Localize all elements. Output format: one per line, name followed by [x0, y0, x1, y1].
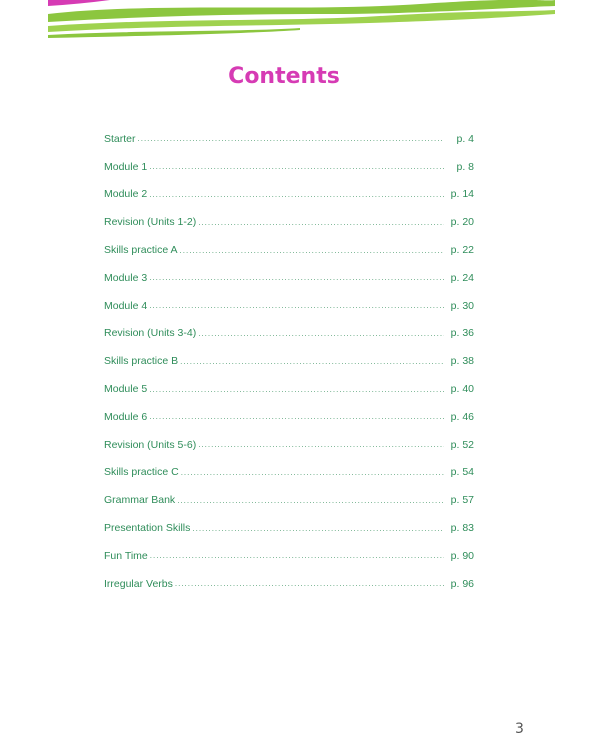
toc-entry-page: p. 38 [450, 355, 474, 368]
toc-entry[interactable] [104, 403, 474, 431]
toc-entry-page: p. 36 [450, 327, 474, 340]
toc-entry-page: p. 83 [450, 522, 474, 535]
toc-entry-page: p. 40 [450, 383, 474, 396]
toc-entry[interactable] [104, 514, 474, 542]
toc-entry-page: p. 57 [450, 494, 474, 507]
toc-entry[interactable] [104, 264, 474, 292]
toc-entry-page: p. 14 [450, 188, 474, 201]
toc-leader-dots [198, 218, 444, 227]
toc-leader-dots [181, 468, 444, 477]
toc-entry-page: p. 22 [450, 244, 474, 257]
toc-entry-page: p. 46 [450, 410, 474, 423]
toc-leader-dots [180, 357, 444, 366]
toc-entry-label: Module 6 [104, 410, 148, 423]
toc-leader-dots [198, 329, 444, 338]
toc-entry[interactable] [104, 375, 474, 403]
toc-leader-dots [149, 190, 444, 199]
toc-leader-dots [149, 162, 444, 171]
toc-entry-page: p. 54 [450, 466, 474, 479]
toc-entry-page: p. 8 [456, 160, 474, 173]
header-wave-decoration [0, 0, 600, 42]
toc-entry-label: Presentation Skills [104, 522, 191, 535]
toc-entry-page: p. 96 [450, 577, 474, 590]
toc-entry-label: Fun Time [104, 549, 148, 562]
toc-entry[interactable] [104, 208, 474, 236]
toc-leader-dots [198, 440, 444, 449]
toc-entry[interactable] [104, 542, 474, 570]
toc-entry[interactable] [104, 431, 474, 459]
toc-leader-dots [149, 301, 444, 310]
toc-entry-label: Skills practice A [104, 244, 178, 257]
toc-entry-label: Revision (Units 1-2) [104, 216, 197, 229]
toc-entry[interactable] [104, 292, 474, 320]
toc-leader-dots [150, 551, 444, 560]
toc-entry[interactable] [104, 125, 474, 153]
toc-leader-dots [192, 524, 444, 533]
toc-entry-label: Module 3 [104, 271, 148, 284]
toc-entry-label: Module 4 [104, 299, 148, 312]
toc-entry-label: Starter [104, 132, 136, 145]
toc-entry-page: p. 90 [450, 549, 474, 562]
toc-entry[interactable] [104, 181, 474, 209]
toc-entry-page: p. 24 [450, 271, 474, 284]
toc-leader-dots [138, 134, 444, 143]
page-number: 3 [515, 721, 524, 737]
toc-entry-label: Skills practice C [104, 466, 179, 479]
toc-leader-dots [149, 273, 444, 282]
toc-leader-dots [175, 579, 444, 588]
toc-entry[interactable] [104, 486, 474, 514]
toc-leader-dots [177, 496, 444, 505]
toc-entry-label: Module 5 [104, 383, 148, 396]
toc-entry-page: p. 30 [450, 299, 474, 312]
toc-entry-page: p. 52 [450, 438, 474, 451]
toc-entry[interactable] [104, 236, 474, 264]
toc-entry-page: p. 20 [450, 216, 474, 229]
toc-entry[interactable] [104, 459, 474, 487]
toc-entry[interactable] [104, 347, 474, 375]
toc-entry-label: Revision (Units 5-6) [104, 438, 197, 451]
toc-entry-label: Module 1 [104, 160, 148, 173]
toc-entry-label: Module 2 [104, 188, 148, 201]
toc-entry-label: Grammar Bank [104, 494, 176, 507]
page-title: Contents [228, 64, 340, 89]
toc-entry[interactable] [104, 570, 474, 598]
toc-entry-label: Skills practice B [104, 355, 179, 368]
toc-leader-dots [149, 385, 444, 394]
toc-entry-label: Irregular Verbs [104, 577, 173, 590]
toc-entry-label: Revision (Units 3-4) [104, 327, 197, 340]
toc-entry[interactable] [104, 153, 474, 181]
table-of-contents [104, 125, 474, 598]
toc-leader-dots [149, 412, 444, 421]
toc-entry[interactable] [104, 320, 474, 348]
toc-entry-page: p. 4 [456, 132, 474, 145]
toc-leader-dots [180, 246, 444, 255]
